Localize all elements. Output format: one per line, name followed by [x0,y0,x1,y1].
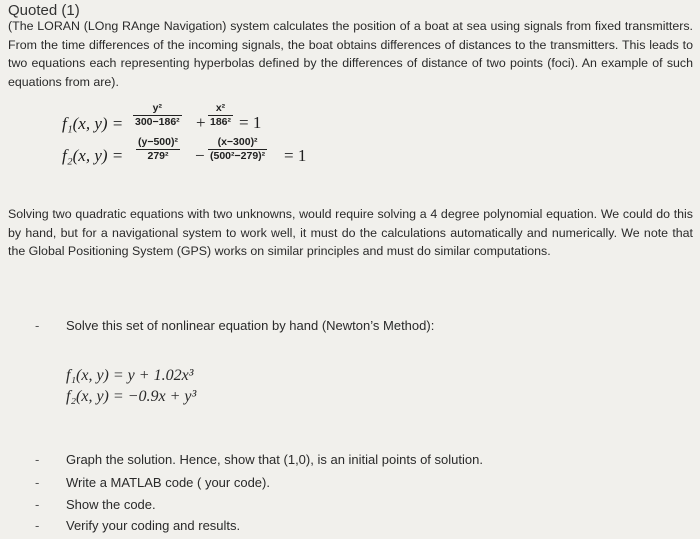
task-1-text: Solve this set of nonlinear equation by hand (Newton’s Method): [66,318,435,333]
bullet-dash: - [35,518,40,533]
eq2-lhs: f₂(x, y) = [62,146,124,165]
eq1-lhs: f₁(x, y) = [62,114,124,133]
eq1-fraction-2 [208,102,233,129]
eq2-frac1-numerator: (y−500)² [138,136,178,148]
eq1-frac2-denominator: 186² [210,116,232,128]
eq2-minus: − [195,146,205,165]
intro-paragraph: (The LORAN (LOng RAnge Navigation) system calculates the position of a boat at sea using signals from fixed transmitters. From the time differences of the incoming signals, the boat obtains differences of distances to the transmitters. This leads to two equations each representing hyperbolas defined by the differences of distance of two points (foci). An example of such equations from are). [8,19,693,89]
task-item-text: Verify your coding and results. [66,518,241,533]
eq1-frac1-denominator: 300−186² [135,116,180,128]
quoted-heading: Quoted (1) [8,2,80,19]
task-item-text: Graph the solution. Hence, show that (1,0), is an initial points of solution. [66,452,483,467]
eq2-rhs: = 1 [284,146,307,165]
eq1-frac2-numerator: x² [215,102,226,114]
task-item-text: Write a MATLAB code ( your code). [66,475,270,490]
newton-equation-1: f₁(x, y) = y + 1.02x³ [66,367,194,384]
eq2-fraction-1 [136,136,180,163]
bullet-dash: - [35,497,40,512]
eq2-frac2-denominator: (500²−279)² [210,150,266,162]
bullet-dash: - [35,318,40,333]
eq2-frac2-numerator: (x−300)² [217,136,258,148]
eq1-rhs: = 1 [239,113,262,132]
body-paragraph: Solving two quadratic equations with two unknowns, would require solving a 4 degree polynomial equation. We could do this by hand, but for a navigational system to work well, it must do the calculations automatically and numerically. We note that the Global Positioning System (GPS) works on similar principles and must do similar computations. [8,207,693,259]
newton-equation-2: f₂(x, y) = −0.9x + y³ [66,388,197,405]
eq2-frac1-denominator: 279² [147,150,169,162]
eq1-frac1-numerator: y² [152,102,162,114]
bullet-dash: - [35,475,40,490]
eq1-fraction-1 [133,102,182,129]
bullet-dash: - [35,452,40,467]
task-item-text: Show the code. [66,497,156,512]
eq1-plus: + [196,113,206,132]
eq2-fraction-2 [208,136,267,163]
